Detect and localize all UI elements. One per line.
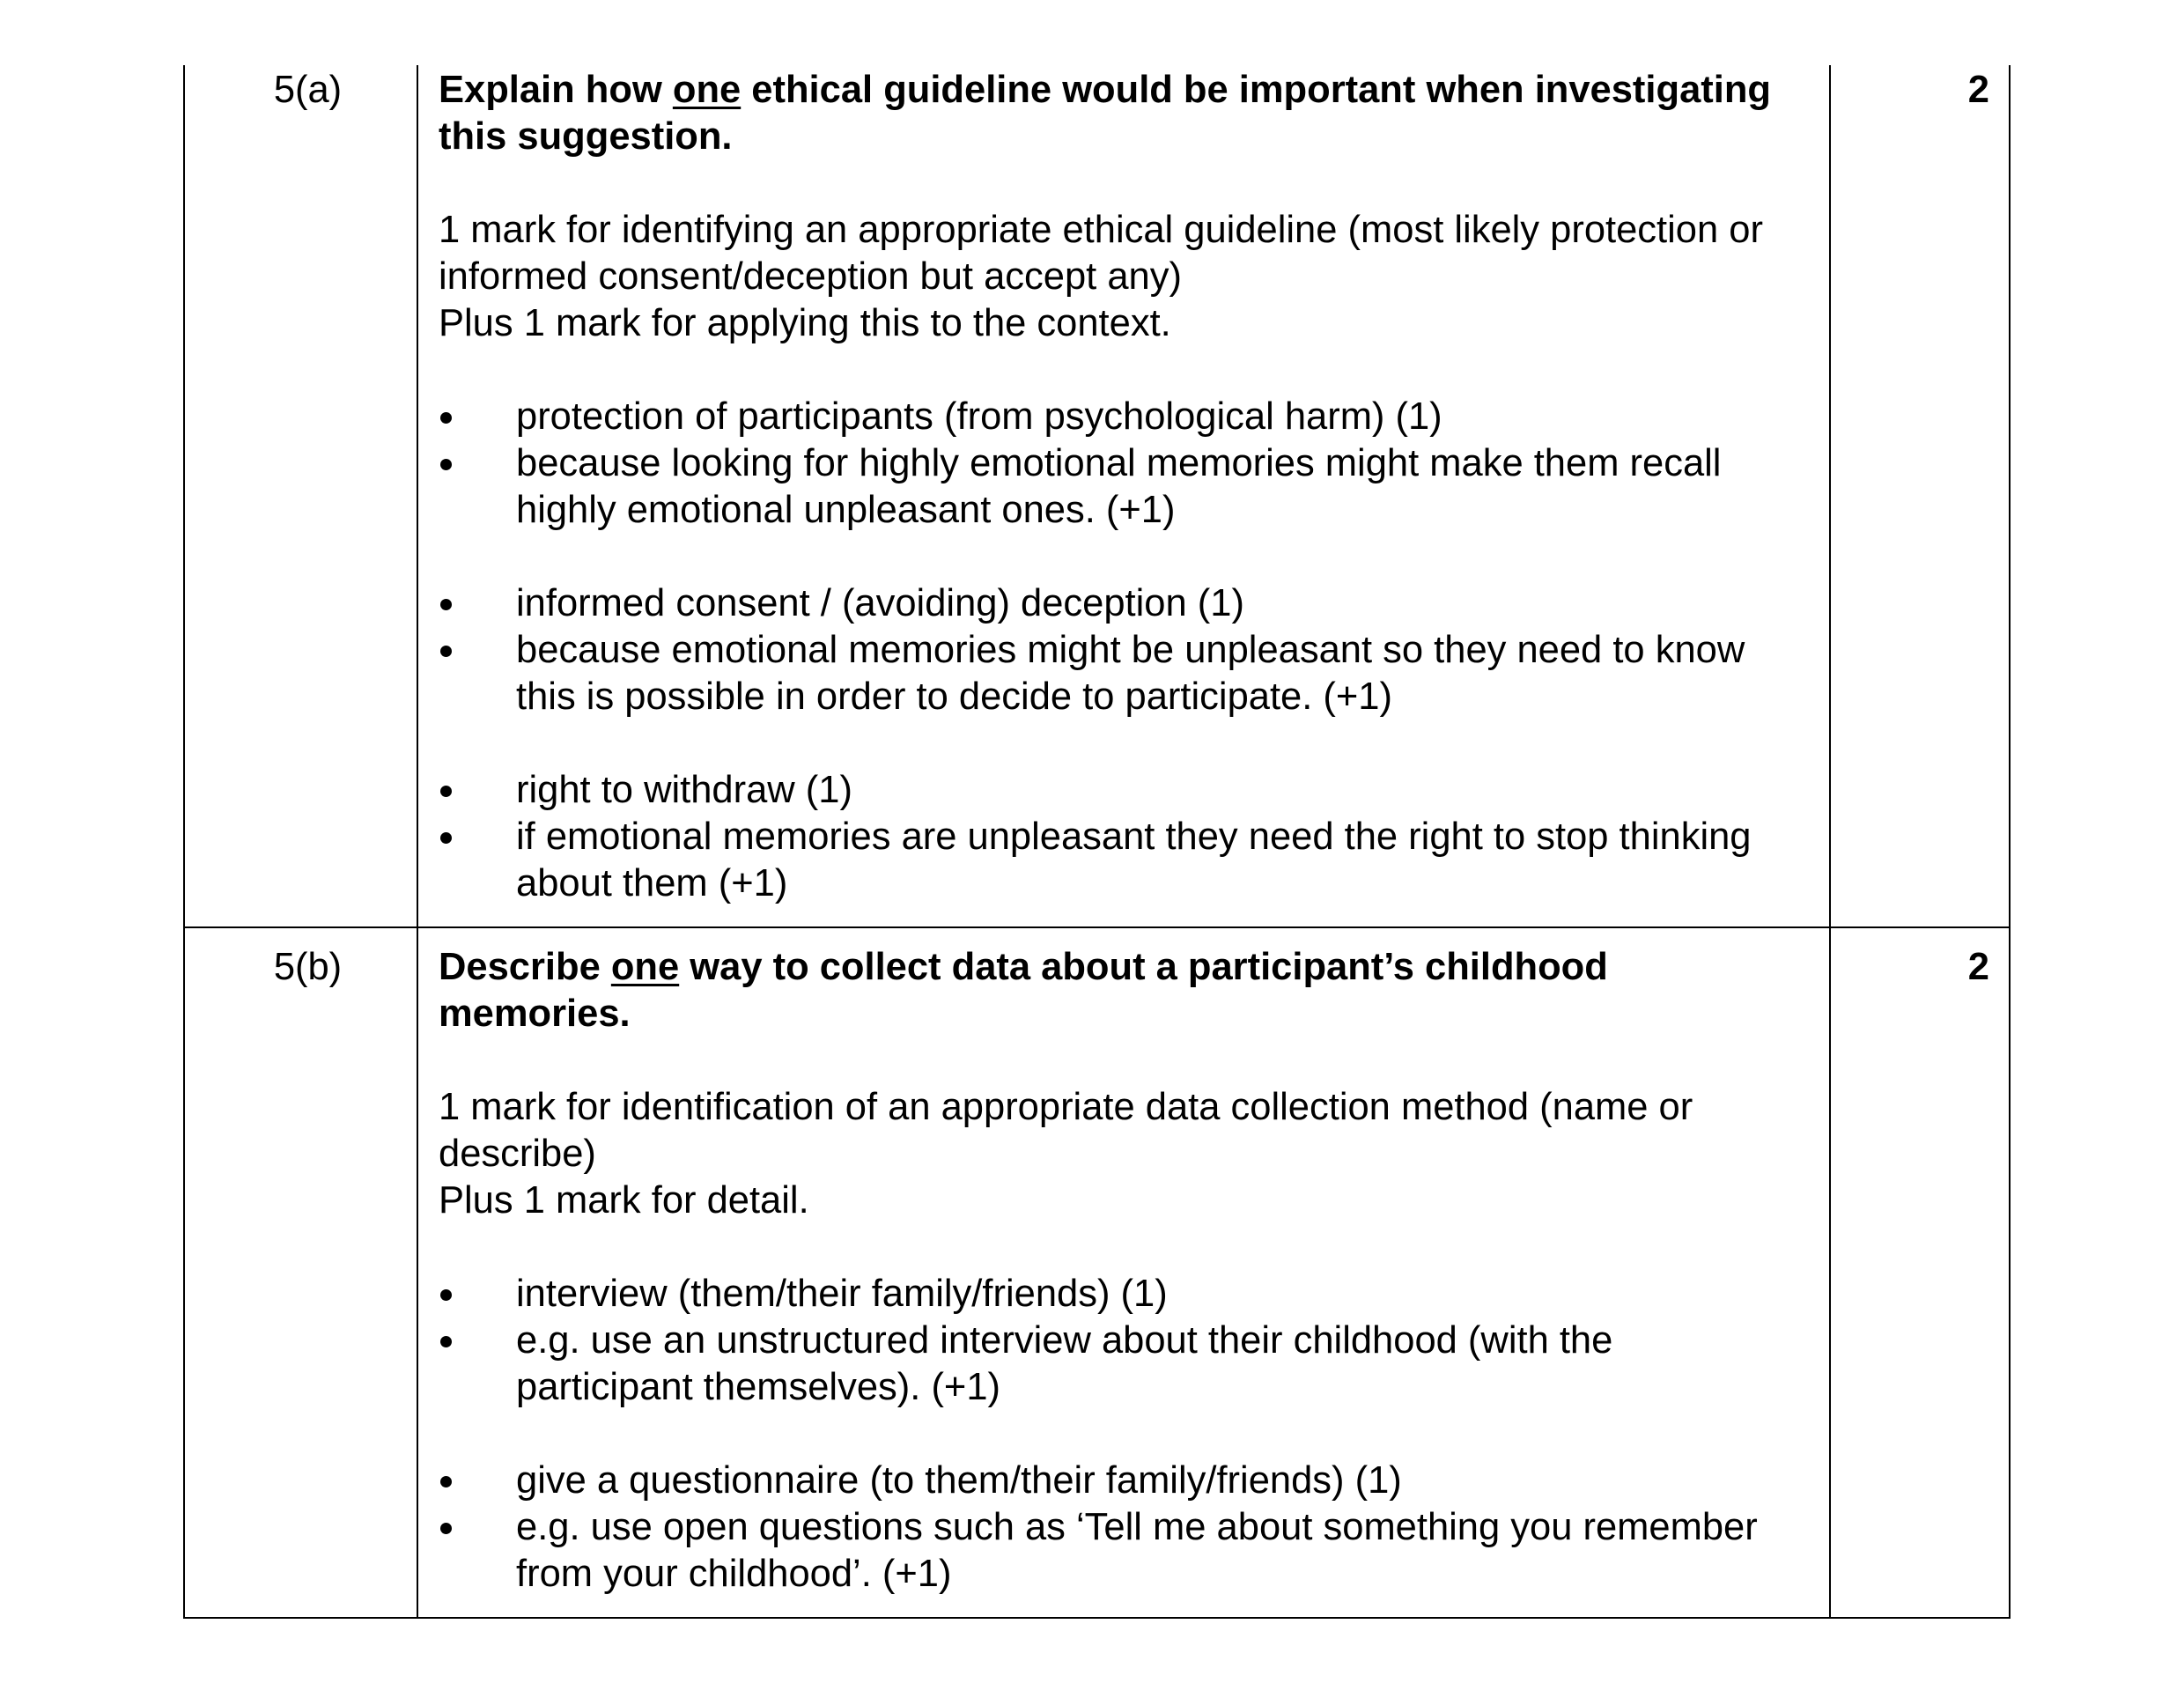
answer-point: because emotional memories might be unpleasant so they need to know this is possible in order to decide to participate. (+1) — [516, 629, 1745, 718]
answer-point-group — [439, 1271, 1794, 1411]
answer-point-group — [439, 580, 1794, 720]
marking-instructions — [439, 207, 1794, 347]
instruction-line: 1 mark for identifying an appropriate ethical guideline (most likely protection or informed consent/deception but accept any) — [439, 209, 1763, 298]
answer-point: if emotional memories are unpleasant they need the right to stop thinking about them (+1) — [516, 816, 1752, 904]
marks-cell — [1830, 927, 2010, 1618]
marking-instructions — [439, 1084, 1794, 1224]
answer-point: interview (them/their family/friends) (1) — [516, 1273, 1168, 1315]
answer-point-group — [439, 1458, 1794, 1598]
mark-scheme-row-5a — [184, 65, 2010, 927]
question-text: Explain how one ethical guideline would be important when investigating this suggestion. — [439, 69, 1771, 158]
answer-point: right to withdraw (1) — [516, 769, 852, 811]
instruction-line: Plus 1 mark for detail. — [439, 1179, 809, 1222]
answer-point: informed consent / (avoiding) deception (1) — [516, 582, 1244, 624]
mark-scheme-row-5b — [184, 927, 2010, 1618]
answer-cell — [417, 927, 1830, 1618]
question-number-cell — [184, 65, 417, 927]
answer-point: give a questionnaire (to them/their family/friends) (1) — [516, 1459, 1402, 1502]
answer-point-group — [439, 394, 1794, 534]
answer-point: e.g. use an unstructured interview about their childhood (with the participant themselves). (+1) — [516, 1319, 1613, 1408]
answer-point: e.g. use open questions such as ‘Tell me about something you remember from your childhood’. (+1) — [516, 1506, 1758, 1595]
marks-cell — [1830, 65, 2010, 927]
answer-point: protection of participants (from psychological harm) (1) — [516, 395, 1442, 438]
instruction-line: 1 mark for identification of an appropriate data collection method (name or describe) — [439, 1086, 1693, 1175]
question-number: 5(a) — [273, 69, 343, 111]
mark-scheme-table — [183, 65, 2011, 1619]
question-text: Describe one way to collect data about a participant’s childhood memories. — [439, 946, 1608, 1035]
marks-value: 2 — [1967, 946, 1989, 988]
question-number-cell — [184, 927, 417, 1618]
question-number: 5(b) — [273, 946, 343, 988]
answer-point: because looking for highly emotional memories might make them recall highly emotional unpleasant ones. (+1) — [516, 442, 1722, 531]
marks-value: 2 — [1967, 69, 1989, 111]
answer-cell — [417, 65, 1830, 927]
answer-point-group — [439, 767, 1794, 907]
emphasis-underline: one — [610, 946, 680, 988]
instruction-line: Plus 1 mark for applying this to the context. — [439, 302, 1171, 344]
emphasis-underline: one — [672, 69, 742, 111]
